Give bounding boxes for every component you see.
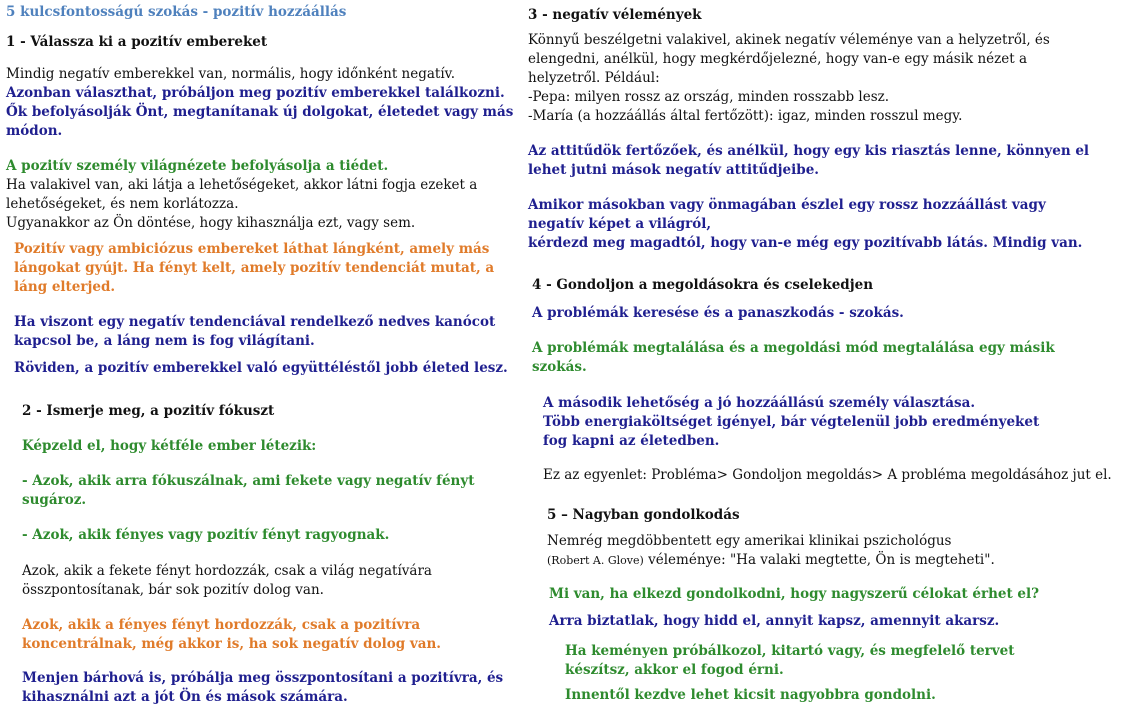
s5-text: Nemrég megdöbbentett egy amerikai klinikai pszichológus [547,533,952,549]
s1-text: láng elterjed. [14,279,116,295]
s3-text: elengedni, anélkül, hogy megkérdőjelezné, hogy van-e egy másik nézet a [528,51,1028,67]
s1-text: Ők befolyásolják Önt, megtanítanak új dolgokat, életedet vagy más [6,104,514,120]
s5-text: Arra biztatlak, hogy hidd el, annyit kapsz, amennyit akarsz. [549,613,1000,629]
s3-text: lehet jutni mások negatív attitűdjeibe. [528,162,819,178]
s3-text: -Pepa: milyen rossz az ország, minden rosszabb lesz. [528,89,890,105]
s5-text: Innentől kezdve lehet kicsit nagyobbra gondolni. [565,687,936,703]
s4-text: A második lehetőség a jó hozzáállású személy választása. [543,395,976,411]
s2-text: sugároz. [22,492,87,508]
s5-quote: véleménye: "Ha valaki megtette, Ön is megteheti". [643,552,995,568]
s4-text: Ez az egyenlet: Probléma> Gondoljon megoldás> A probléma megoldásához jut el. [543,467,1112,483]
s4-text: Több energiaköltséget igényel, bár végtelenül jobb eredményeket [543,414,1040,430]
s1-text: Röviden, a pozitív emberekkel való együttéléstől jobb életed lesz. [14,360,508,376]
section-4-heading: 4 - Gondoljon a megoldásokra és cselekedjen [532,277,874,293]
s3-text: Amikor másokban vagy önmagában észlel egy rossz hozzáállást vagy [528,197,1046,213]
s1-text: A pozitív személy világnézete befolyásolja a tiédet. [6,158,389,174]
section-2-heading: 2 - Ismerje meg, a pozitív fókuszt [22,403,275,419]
s3-text: Könnyű beszélgetni valakivel, akinek negatív véleménye van a helyzetről, és [528,32,1050,48]
s2-text: Azok, akik a fényes fényt hordozzák, csak a pozitívra [22,617,421,633]
s2-text: Képzeld el, hogy kétféle ember létezik: [22,438,317,454]
s4-text: A problémák keresése és a panaszkodás - szokás. [532,305,904,321]
s1-text: Ha viszont egy negatív tendenciával rendelkező nedves kanócot [14,314,496,330]
s5-citation: (Robert A. Glove) [547,554,644,567]
s4-text: szokás. [532,359,587,375]
s2-text: Azok, akik a fekete fényt hordozzák, csak a világ negatívára [22,563,432,579]
s2-text: összpontosítanak, bár sok pozitív dolog van. [22,582,324,598]
s1-text: Azonban választhat, próbáljon meg pozitív emberekkel találkozni. [6,85,505,101]
s4-text: fog kapni az életedben. [543,433,720,449]
s1-text: Ha valakivel van, aki látja a lehetőségeket, akkor látni fogja ezeket a [6,177,478,193]
s2-text: - Azok, akik fényes vagy pozitív fényt ragyognak. [22,527,390,543]
s3-text: -María (a hozzáállás által fertőzött): igaz, minden rosszul megy. [528,108,963,124]
s5-text: Mi van, ha elkezd gondolkodni, hogy nagyszerű célokat érhet el? [549,586,1040,602]
s2-text: Menjen bárhová is, próbálja meg összpontosítani a pozitívra, és [22,670,504,686]
s5-text [547,551,995,570]
s4-text: A problémák megtalálása és a megoldási mód megtalálása egy másik [532,340,1055,356]
s3-text: helyzetről. Például: [528,70,660,86]
s2-text: koncentrálnak, még akkor is, ha sok negatív dolog van. [22,636,441,652]
s1-text: lehetőségeket, és nem korlátozza. [6,196,239,212]
section-3-heading: 3 - negatív vélemények [528,7,702,23]
section-5-heading: 5 – Nagyban gondolkodás [547,507,740,523]
s2-text: kihasználni azt a jót Ön és mások számára. [22,689,348,705]
s1-text: Mindig negatív emberekkel van, normális, hogy időnként negatív. [6,66,455,82]
s1-text: kapcsol be, a láng nem is fog világítani. [14,333,315,349]
section-1-heading: 1 - Válassza ki a pozitív embereket [6,34,268,50]
s1-text: Pozitív vagy ambiciózus embereket láthat lángként, amely más [14,241,490,257]
s5-text: készítsz, akkor el fogod érni. [565,662,784,678]
s3-text: Az attitűdök fertőzőek, és anélkül, hogy egy kis riasztás lenne, könnyen el [528,143,1090,159]
s3-text: kérdezd meg magadtól, hogy van-e még egy pozitívabb látás. Mindig van. [528,235,1083,251]
s1-text: Ugyanakkor az Ön döntése, hogy kihasználja ezt, vagy sem. [6,215,416,231]
s5-text: Ha keményen próbálkozol, kitartó vagy, és megfelelő tervet [565,643,1015,659]
s2-text: - Azok, akik arra fókuszálnak, ami fekete vagy negatív fényt [22,473,475,489]
s1-text: lángokat gyújt. Ha fényt kelt, amely pozitív tendenciát mutat, a [14,260,495,276]
s1-text: módon. [6,123,63,139]
page-title: 5 kulcsfontosságú szokás - pozitív hozzáállás [6,4,347,20]
s3-text: negatív képet a világról, [528,216,712,232]
